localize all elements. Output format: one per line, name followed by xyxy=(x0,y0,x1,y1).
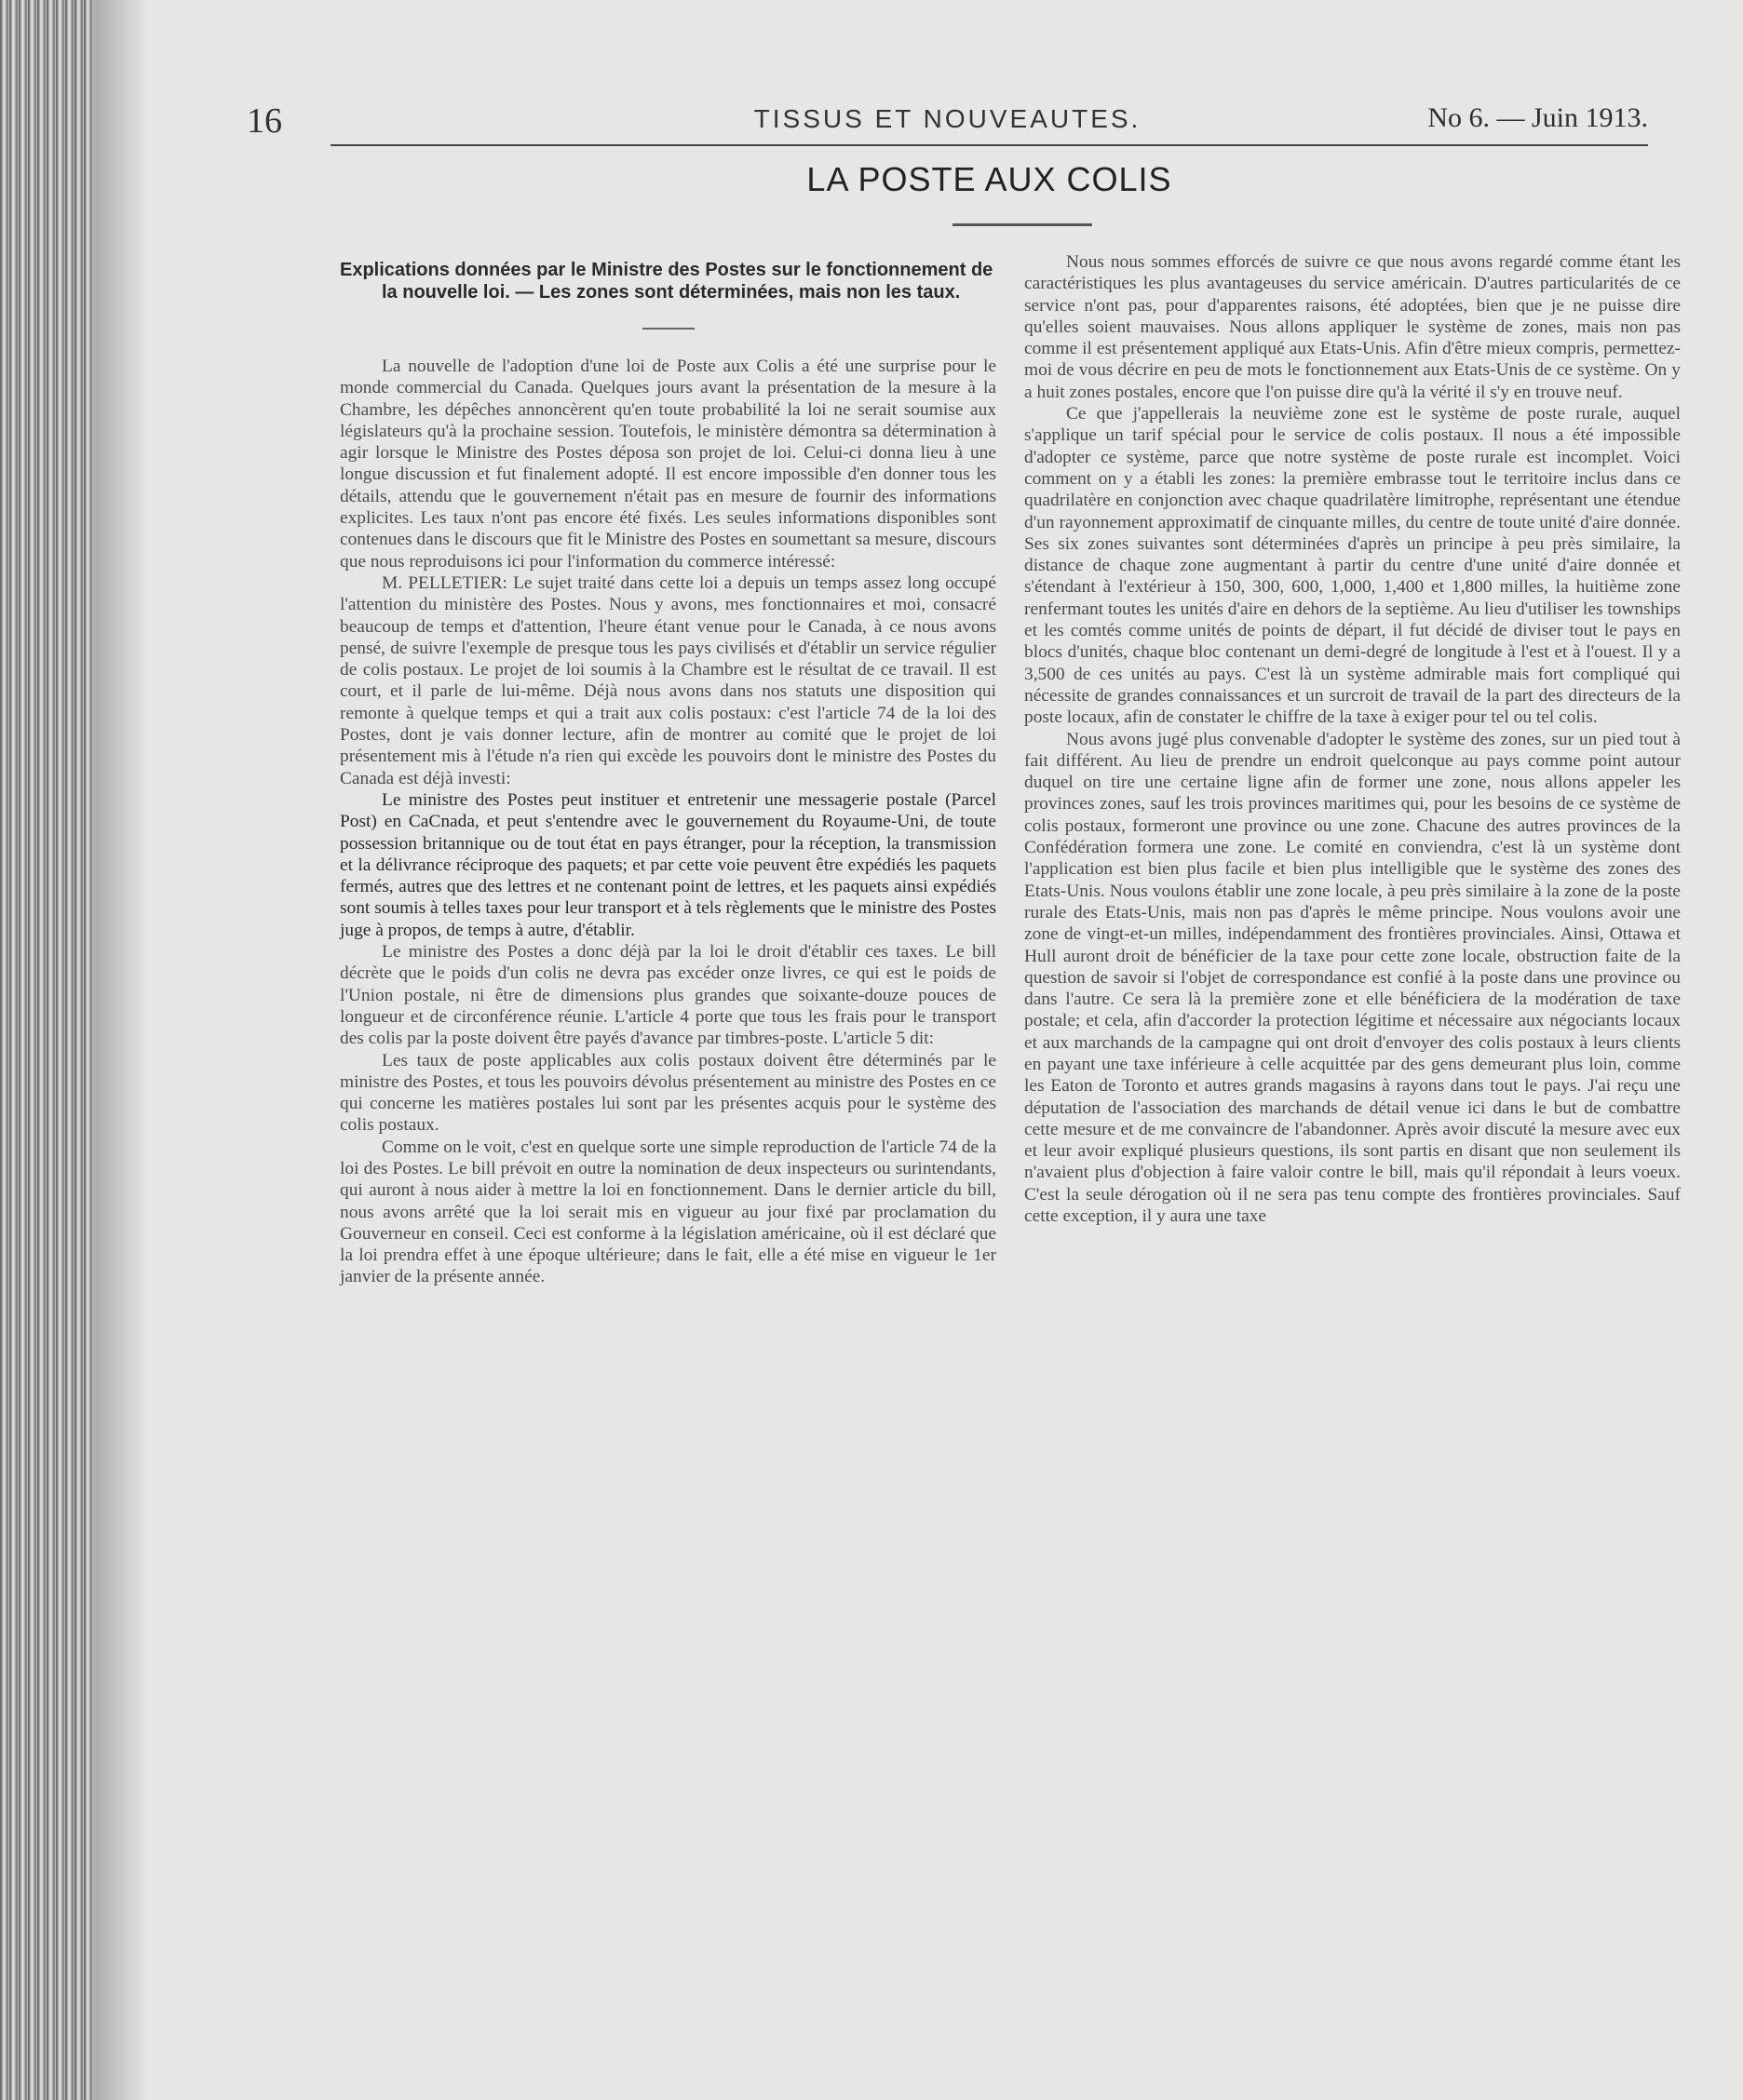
page-number: 16 xyxy=(247,101,282,141)
quoted-paragraph: Les taux de poste applicables aux colis postaux doivent être déterminés par le ministre des Postes, et tous les pouvoirs dévolus présentement au ministre des Postes en ce qui concerne les matières postales lui sont par les présentes acquis pour le système des colis postaux. xyxy=(340,1050,996,1136)
paragraph: M. PELLETIER: Le sujet traité dans cette loi a depuis un temps assez long occupé l'attention du ministère des Postes. Nous y avons, mes fonctionnaires et moi, consacré beaucoup de temps et d'attention, l'heure étant venue pour le Canada, à ce nous avons pensé, de suivre l'exemple de presque tous les pays civilisés et d'établir un service régulier de colis postaux. Le projet de loi soumis à la Chambre est le résultat de ce travail. Il est court, et il parle de lui-même. Déjà nous avons dans nos statuts une disposition qui remonte à quelque temps et qui a trait aux colis postaux: c'est l'article 74 de la loi des Postes, dont je vais donner lecture, afin de montrer au comité que le projet de loi présentement mis à l'étude n'a rien qui excède les pouvoirs dont le ministre des Postes du Canada est déjà investi: xyxy=(340,572,996,788)
title-rule xyxy=(953,223,1092,226)
issue-date: No 6. — Juin 1913. xyxy=(1427,102,1648,133)
article-subtitle: Explications données par le Ministre des Postes sur le fonctionnement de la nouvelle loi. — Les zones sont déterminées, mais non les taux. xyxy=(340,260,993,303)
right-column xyxy=(1024,251,1681,1227)
left-column xyxy=(340,251,996,1288)
paragraph: Ce que j'appellerais la neuvième zone est le système de poste rurale, auquel s'applique un tarif spécial pour le service de colis postaux. Il nous a été impossible d'adopter ce système, parce que notre système de poste rurale est incomplet. Voici comment on y a établi les zones: la première embrasse tout le territoire inclus dans ce quadrilatère en conjonction avec chaque quadrilatère limitrophe, représentant une étendue d'un rayonnement approximatif de cinquante milles, du centre de toute unité d'aire donnée. Ses six zones suivantes sont déterminées d'après un principe à peu près similaire, la distance de chaque zone augmentant à partir du centre d'une unité d'aire donnée et s'étendant à l'extérieur à 150, 300, 600, 1,000, 1,400 et 1,800 milles, la huitième zone renfermant toutes les unités d'aire en dehors de la septième. Au lieu d'utiliser les townships et les comtés comme unités de points de départ, il fut décidé de diviser tout le pays en blocs d'unités, chaque bloc contenant un demi-degré de longitude à l'est et à l'ouest. Il y a 3,500 de ces unités au pays. C'est là un système admirable mais fort compliqué qui nécessite de grandes connaissances et un surcroit de travail de la part des directeurs de la poste locaux, afin de constater le chiffre de la taxe à exiger pour tel ou tel colis. xyxy=(1024,404,1681,728)
quoted-paragraph: Le ministre des Postes peut instituer et entretenir une messagerie postale (Parcel Post) en CaCnada, et peut s'entendre avec le gouvernement du Royaume-Uni, de toute possession britannique ou de tout état en pays étranger, pour la réception, la transmission et la délivrance réciproque des paquets; et par cette voie peuvent être expédiés les paquets fermés, autres que des lettres et ne contenant point de lettres, et les paquets ainsi expédiés sont soumis à telles taxes pour leur transport et à tels règlements que le ministre des Postes juge à propos, de temps à autre, d'établir. xyxy=(340,789,996,940)
paragraph: La nouvelle de l'adoption d'une loi de Poste aux Colis a été une surprise pour le monde commercial du Canada. Quelques jours avant la présentation de la mesure à la Chambre, les dépêches annoncèrent qu'en toute probabilité la loi ne serait soumise aux législateurs qu'à la prochaine session. Toutefois, le ministère démontra sa détermination à agir lorsque le Ministre des Postes déposa son projet de loi. Celui-ci donna lieu à une longue discussion et fut finalement adopté. Il est encore impossible d'en donner tous les détails, attendu que le gouvernement n'était pas en mesure de fournir des informations explicites. Les taux n'ont pas encore été fixés. Les seules informations disponibles sont contenues dans le discours que fit le Ministre des Postes en soumettant sa mesure, discours que nous reproduisons ici pour l'information du commerce intéressé: xyxy=(340,357,996,572)
journal-title: TISSUS ET NOUVEAUTES. xyxy=(753,104,1142,133)
article-title: LA POSTE AUX COLIS xyxy=(806,160,1172,198)
subtitle-rule xyxy=(642,328,695,330)
paragraph: Le ministre des Postes a donc déjà par la loi le droit d'établir ces taxes. Le bill décrète que le poids d'un colis ne devra pas excéder onze livres, ce qui est le poids de l'Union postale, ni être de dimensions plus grandes que soixante-douze pouces de longueur et de circonférence réunie. L'article 4 porte que tous les frais pour le transport des colis par la poste doivent être payés d'avance par timbres-poste. L'article 5 dit: xyxy=(340,942,996,1049)
header-rule xyxy=(331,144,1648,146)
book-spine-edge xyxy=(0,0,93,2100)
paragraph: Comme on le voit, c'est en quelque sorte une simple reproduction de l'article 74 de la loi des Postes. Le bill prévoit en outre la nomination de deux inspecteurs ou surintendants, qui auront à nous aider à mettre la loi en fonctionnement. Dans le dernier article du bill, nous avons arrêté que la loi serait mis en vigueur au jour fixé par proclamation du Gouverneur en conseil. Ceci est conforme à la législation américaine, où il est déclaré que la loi prendra effet à une époque ultérieure; dans le fait, elle a été mise en vigueur le 1er janvier de la présente année. xyxy=(340,1137,996,1287)
running-header xyxy=(247,101,1648,156)
gutter-shadow xyxy=(93,0,149,2100)
paragraph: Nous avons jugé plus convenable d'adopter le système des zones, sur un pied tout à fait différent. Au lieu de prendre un endroit quelconque au pays comme point autour duquel on tire une certaine ligne afin de former une zone, nous allons appeler les provinces zones, sauf les trois provinces maritimes qui, pour les besoins de ce système de colis postaux, formeront une province ou une zone. Chacune des autres provinces de la Confédération formera une zone. Le comité en conviendra, c'est là un système dont l'application est bien plus facile et bien plus intelligible que le système des zones des Etats-Unis. Nous voulons établir une zone locale, à peu près similaire à la zone de la poste rurale des Etats-Unis, mais non pas d'après le même principe. Nous voulons avoir une zone de vingt-et-un milles, indépendamment des frontières provinciales. Ainsi, Ottawa et Hull auront droit de bénéficier de la taxe pour cette zone locale, obstruction faite de la question de savoir si l'objet de correspondance est confié à la poste dans une province ou dans l'autre. Ce sera là la première zone et elle bénéficiera de la modération de taxe postale; et cela, afin d'accorder la protection légitime et nécessaire aux négociants locaux et aux marchands de la campagne qui ont droit d'envoyer des colis postaux à leurs clients en payant une taxe inférieure à celle acquittée par des gens demeurant plus loin, comme les Eaton de Toronto et autres grands magasins à rayons dans tout le pays. J'ai reçu une députation de l'association des marchands de détail venue ici dans le but de combattre cette mesure et de me convaincre de l'abandonner. Après avoir discuté la mesure avec eux et leur avoir expliqué plusieurs questions, ils sont partis en disant que non seulement ils n'avaient plus d'objection à faire valoir contre le bill, mais qu'il répondait à leurs voeux. C'est la seule dérogation où il ne sera pas tenu compte des frontières provinciales. Sauf cette exception, il y aura une taxe xyxy=(1024,729,1681,1227)
paragraph: Nous nous sommes efforcés de suivre ce que nous avons regardé comme étant les caractéristiques les plus avantageuses du service américain. D'autres particularités de ce service n'ont pas, pour d'apparentes raisons, été adoptées, bien que je ne puisse dire qu'elles soient mauvaises. Nous allons appliquer le système de zones, mais non pas comme il est présentement appliqué aux Etats-Unis. Afin d'être mieux compris, permettez-moi de vous décrire en peu de mots le fonctionnement aux Etats-Unis de ce système. On y a huit zones postales, encore que l'on puisse dire qu'à la vérité il s'y en trouve neuf. xyxy=(1024,252,1681,402)
